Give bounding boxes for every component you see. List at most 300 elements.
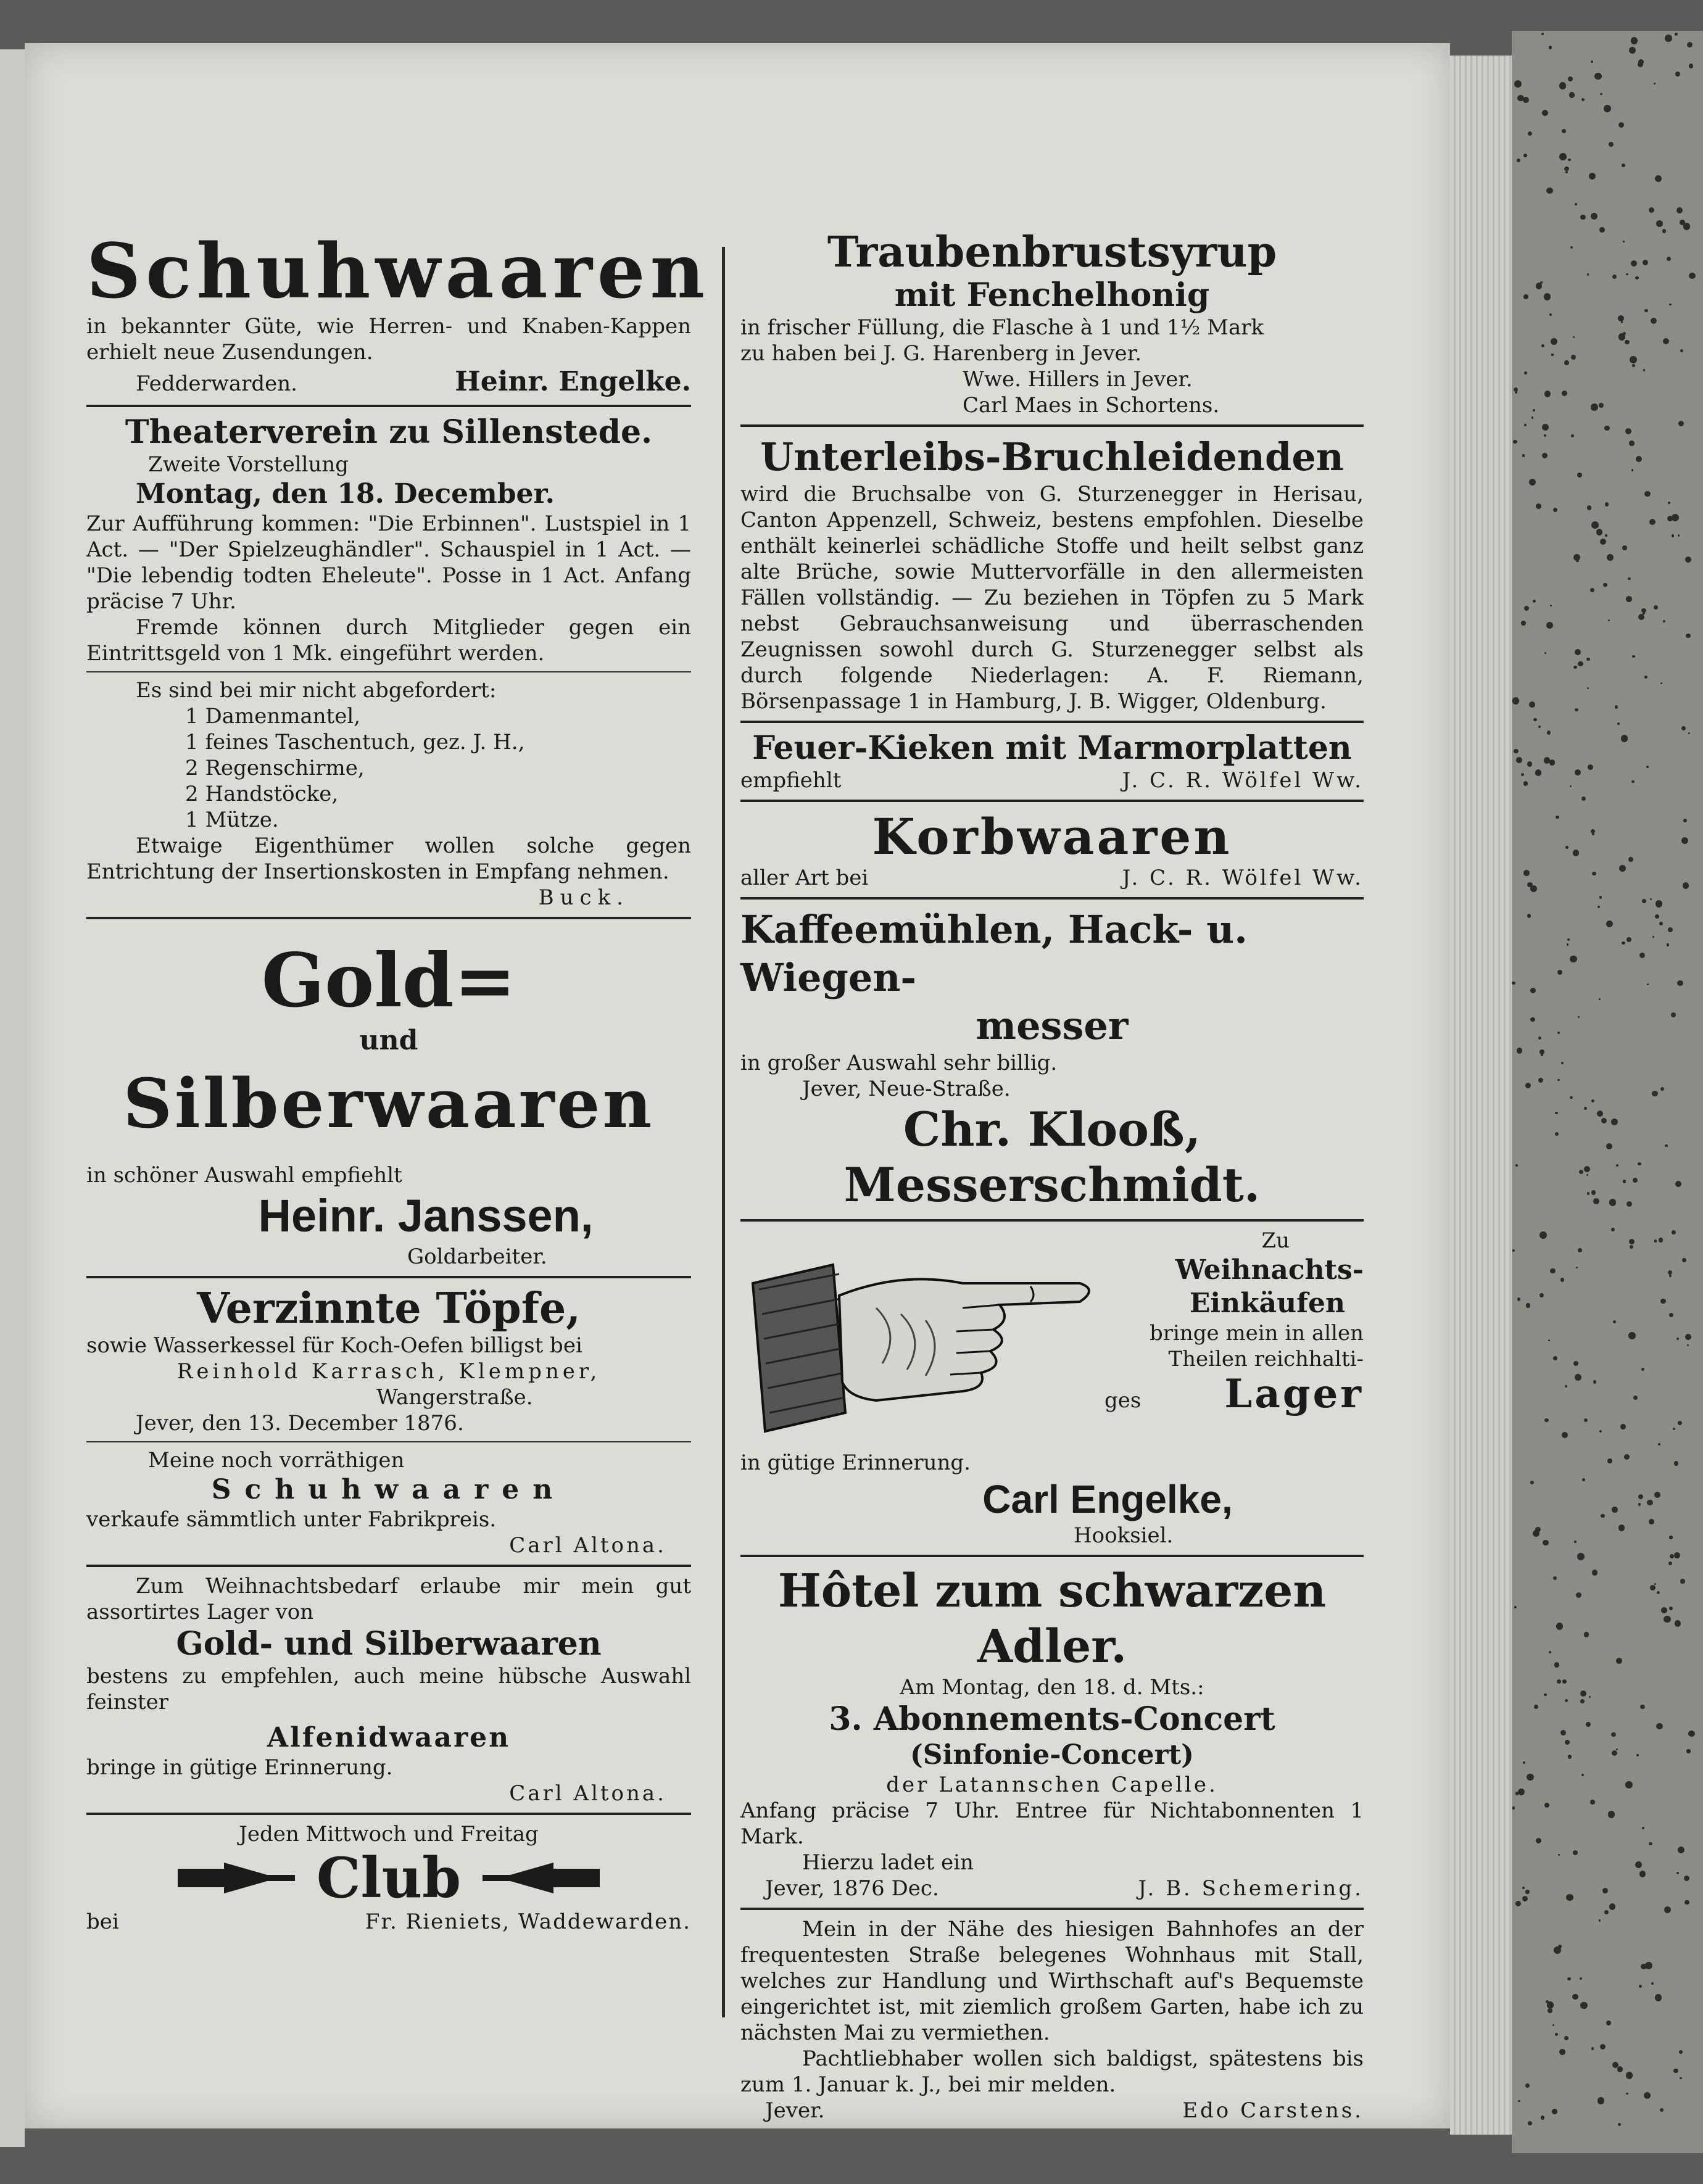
cover-speck: [1562, 129, 1566, 133]
cover-speck: [1578, 661, 1583, 667]
cover-speck: [1589, 1696, 1591, 1698]
ad-text-3: Wwe. Hillers in Jever.: [963, 367, 1193, 392]
cover-speck: [1529, 479, 1536, 486]
cover-speck: [1570, 785, 1572, 787]
ad-heading: Korbwaaren: [872, 808, 1232, 866]
cover-speck: [1517, 1297, 1521, 1301]
list-item: 1 Mütze.: [185, 808, 279, 832]
cover-speck: [1618, 1524, 1625, 1531]
cover-speck: [1592, 872, 1596, 876]
cover-speck: [1688, 732, 1690, 734]
cover-speck: [1680, 1579, 1684, 1583]
cover-speck: [1531, 416, 1534, 419]
cover-speck: [1591, 213, 1597, 220]
cover-speck: [1565, 171, 1568, 173]
cover-speck: [1579, 1170, 1583, 1174]
cover-speck: [1512, 697, 1520, 705]
cover-speck: [1644, 2092, 1651, 2099]
cover-speck: [1527, 761, 1533, 767]
ad-heading-gold: Gold=: [261, 937, 516, 1024]
cover-speck: [1639, 1871, 1646, 1877]
ad-invite: Hierzu ladet ein: [802, 1850, 974, 1875]
ad-heading-2: messer: [976, 1003, 1129, 1048]
cover-speck: [1536, 503, 1541, 509]
cover-speck: [1650, 898, 1652, 900]
cover-speck: [1665, 1144, 1668, 1148]
cover-speck: [1580, 1977, 1582, 1980]
cover-speck: [1619, 865, 1626, 872]
cover-speck: [1576, 1267, 1578, 1268]
cover-speck: [1628, 857, 1633, 862]
cover-speck: [1558, 1945, 1561, 1948]
cover-speck: [1568, 1755, 1572, 1759]
cover-speck: [1607, 1458, 1612, 1463]
cover-speck: [1685, 556, 1691, 563]
cover-speck: [1590, 1800, 1594, 1804]
ad-heading: Traubenbrustsyrup: [827, 228, 1277, 277]
cover-speck: [1674, 1461, 1678, 1465]
cover-speck: [1678, 534, 1680, 537]
cover-speck: [1557, 1032, 1560, 1034]
cover-speck: [1587, 273, 1589, 276]
cover-speck: [1655, 175, 1662, 182]
ad-text: in frischer Füllung, die Flasche à 1 und 1½ Mark: [740, 315, 1264, 340]
cover-speck: [1655, 1994, 1662, 2001]
ad-text: in großer Auswahl sehr billig.: [740, 1051, 1058, 1075]
ad-name: Fr. Rieniets, Waddewarden.: [365, 1909, 691, 1934]
ad-schuhwaaren: [86, 226, 710, 399]
cover-speck: [1647, 1500, 1653, 1506]
cover-speck: [1684, 1900, 1689, 1905]
cover-speck: [1660, 2108, 1664, 2112]
cover-speck: [1558, 1854, 1560, 1856]
ad-text: in schöner Auswahl empfiehlt: [86, 1163, 402, 1188]
cover-speck: [1542, 453, 1548, 458]
cover-speck: [1678, 1421, 1682, 1425]
cover-speck: [1675, 72, 1680, 77]
pointing-hand-icon: [740, 1228, 1098, 1450]
cover-speck: [1620, 1424, 1626, 1429]
cover-speck: [1643, 369, 1646, 371]
ad-right: J. C. R. Wölfel Ww.: [1122, 768, 1364, 793]
ad-text-2: Jever, Neue-Straße.: [802, 1077, 1011, 1101]
cover-speck: [1565, 1740, 1570, 1745]
ad-title: Goldarbeiter.: [407, 1244, 547, 1269]
cover-speck: [1659, 1238, 1663, 1242]
cover-speck: [1599, 1430, 1602, 1433]
cover-speck: [1608, 1811, 1615, 1818]
ad-korbwaaren: [740, 808, 1364, 891]
cover-speck: [1568, 77, 1573, 81]
cover-speck: [1514, 80, 1522, 88]
cover-speck: [1544, 434, 1546, 437]
cover-speck: [1617, 2066, 1623, 2072]
cover-speck: [1654, 1583, 1656, 1585]
cover-speck: [1661, 1607, 1667, 1613]
ad-heading: Kaffeemühlen, Hack- u. Wiegen-: [740, 907, 1248, 1000]
ad-heading: Club: [316, 1845, 462, 1911]
cover-speck: [1600, 2044, 1606, 2050]
cover-speck: [1565, 1385, 1567, 1388]
cover-speck: [1525, 2083, 1530, 2088]
ad-left: aller Art bei: [740, 866, 869, 890]
list-item: 1 feines Taschentuch, gez. J. H.,: [185, 730, 525, 755]
cover-speck: [1669, 1313, 1673, 1317]
ad-concert-2: (Sinfonie-Concert): [910, 1739, 1194, 1771]
cover-speck: [1512, 982, 1515, 985]
cover-speck: [1679, 2050, 1683, 2054]
cover-speck: [1521, 773, 1524, 776]
cover-speck: [1639, 1985, 1642, 1988]
cover-speck: [1688, 1731, 1694, 1737]
cover-speck: [1521, 621, 1525, 625]
cover-speck: [1565, 846, 1568, 849]
cover-speck: [1515, 1792, 1519, 1795]
cover-speck: [1669, 1536, 1672, 1539]
cover-speck: [1549, 46, 1552, 49]
cover-speck: [1570, 956, 1577, 963]
cover-speck: [1668, 1561, 1673, 1566]
ad-text: sowie Wasserkessel für Koch-Oefen billigst bei: [86, 1333, 582, 1358]
ad-lost-items: [86, 677, 691, 911]
cover-speck: [1562, 1432, 1568, 1438]
cover-speck: [1572, 1994, 1578, 2000]
cover-speck: [1523, 1761, 1525, 1764]
cover-speck: [1613, 1320, 1616, 1323]
cover-speck: [1573, 1361, 1578, 1366]
ad-text-3: Wangerstraße.: [376, 1385, 533, 1410]
cover-speck: [1576, 560, 1578, 562]
right-column: [740, 228, 1364, 2124]
cover-speck: [1530, 988, 1536, 994]
column-divider: [722, 247, 725, 2017]
cover-speck: [1582, 1478, 1585, 1481]
cover-speck: [1671, 1012, 1676, 1017]
cover-speck: [1649, 1842, 1652, 1845]
divider: [86, 405, 691, 407]
ad-altona-gold: [86, 1573, 691, 1806]
cover-speck: [1625, 340, 1630, 345]
cover-speck: [1580, 215, 1585, 220]
list-item: 1 Damenmantel,: [185, 704, 361, 729]
cover-speck: [1638, 1162, 1641, 1166]
cover-speck: [1652, 936, 1654, 938]
cover-speck: [1565, 1699, 1568, 1702]
cover-speck: [1593, 1198, 1599, 1204]
ad-name: Heinr. Janssen,: [258, 1190, 594, 1241]
cover-speck: [1573, 850, 1579, 856]
cover-speck: [1672, 1230, 1676, 1235]
cover-speck: [1641, 608, 1646, 613]
cover-speck: [1541, 1054, 1543, 1056]
ad-text-line6: ges: [1104, 1388, 1142, 1413]
cover-speck: [1517, 159, 1520, 162]
ad-text-weihnachts: Weihnachts-: [1175, 1254, 1364, 1286]
cover-speck: [1539, 1231, 1547, 1239]
cover-speck: [1629, 1239, 1635, 1245]
ad-text-3: bringe in gütige Erinnerung.: [86, 1755, 393, 1780]
cover-speck: [1561, 1062, 1564, 1065]
divider: [86, 1813, 691, 1815]
cover-speck: [1681, 726, 1686, 730]
cover-speck: [1581, 98, 1585, 101]
cover-speck: [1529, 701, 1535, 708]
cover-speck: [1514, 1606, 1517, 1608]
ad-text-einkaeufen: Einkäufen: [1189, 1288, 1345, 1319]
cover-speck: [1609, 1199, 1616, 1206]
cover-speck: [1629, 47, 1636, 54]
cover-speck: [1643, 260, 1648, 265]
cover-speck: [1580, 1690, 1586, 1697]
cover-speck: [1631, 469, 1633, 471]
cover-speck: [1571, 355, 1576, 360]
cover-speck: [1533, 600, 1536, 603]
cover-speck: [1660, 682, 1662, 684]
cover-speck: [1586, 1174, 1588, 1176]
cover-speck: [1548, 1339, 1550, 1341]
cover-speck: [1575, 708, 1578, 711]
cover-speck: [1626, 596, 1631, 602]
cover-speck: [1600, 93, 1602, 96]
cover-speck: [1664, 1906, 1671, 1913]
cover-speck: [1616, 1748, 1618, 1750]
cover-speck: [1638, 614, 1644, 620]
cover-speck: [1678, 1847, 1685, 1854]
cover-speck: [1618, 2123, 1621, 2126]
cover-speck: [1544, 391, 1551, 397]
cover-speck: [1636, 456, 1642, 462]
cover-speck: [1557, 1679, 1561, 1684]
cover-speck: [1567, 938, 1570, 941]
cover-speck: [1591, 521, 1599, 529]
cover-speck: [1544, 1418, 1549, 1423]
ad-heading: Unterleibs-Bruchleidenden: [760, 434, 1344, 479]
cover-speck: [1562, 1679, 1567, 1684]
cover-speck: [1553, 1576, 1557, 1580]
cover-speck: [1559, 153, 1567, 160]
cover-speck: [1673, 1428, 1675, 1430]
cover-speck: [1522, 1887, 1525, 1889]
cover-speck: [1591, 2047, 1594, 2050]
cover-speck: [1672, 534, 1674, 537]
cover-speck: [1555, 1112, 1557, 1114]
cover-speck: [1632, 364, 1635, 367]
cover-speck: [1551, 354, 1554, 356]
ad-right: Edo Carstens.: [1182, 2098, 1364, 2123]
cover-speck: [1557, 970, 1563, 975]
cover-speck: [1577, 473, 1582, 478]
divider: [86, 1276, 691, 1278]
cover-speck: [1626, 1201, 1633, 1207]
cover-speck: [1562, 391, 1567, 396]
cover-speck: [1676, 1872, 1679, 1874]
ad-right: J. C. R. Wölfel Ww.: [1122, 866, 1364, 890]
cover-speck: [1682, 1258, 1686, 1262]
cover-speck: [1609, 142, 1614, 147]
cover-speck: [1646, 766, 1649, 768]
cover-speck: [1584, 1107, 1587, 1110]
cover-speck: [1640, 1705, 1644, 1709]
cover-speck: [1685, 1334, 1691, 1340]
ad-left: empfiehlt: [740, 768, 842, 793]
cover-speck: [1559, 2049, 1565, 2055]
cover-speck: [1654, 1492, 1660, 1498]
ad-gold-silber: [86, 925, 691, 1270]
ad-intro: Meine noch vorräthigen: [148, 1448, 405, 1473]
cover-speck: [1677, 980, 1683, 987]
ad-place: Hooksiel.: [1074, 1523, 1174, 1548]
cover-speck: [1518, 2100, 1520, 2102]
cover-speck: [1528, 131, 1532, 136]
cover-speck: [1622, 545, 1627, 550]
cover-speck: [1522, 454, 1525, 457]
cover-speck: [1560, 1278, 1565, 1282]
cover-speck: [1612, 1507, 1617, 1512]
cover-speck: [1623, 241, 1625, 242]
ad-heading-2: Alfenidwaaren: [267, 1722, 511, 1753]
cover-speck: [1633, 1396, 1638, 1400]
cover-speck: [1573, 666, 1577, 669]
cover-speck: [1624, 1454, 1630, 1460]
ad-text: Anfang präcise 7 Uhr. Entree für Nichtabonnenten 1 Mark.: [740, 1798, 1364, 1849]
cover-speck: [1675, 33, 1678, 36]
ad-altona-schuhwaaren: [86, 1447, 691, 1558]
cover-speck: [1622, 941, 1625, 945]
cover-speck: [1625, 428, 1631, 434]
cover-speck: [1591, 60, 1593, 63]
cover-speck: [1590, 588, 1594, 592]
cover-speck: [1597, 906, 1600, 908]
ad-left: Jever.: [765, 2098, 825, 2123]
cover-speck: [1667, 257, 1671, 261]
cover-speck: [1606, 2021, 1611, 2025]
cover-speck: [1587, 505, 1591, 510]
cover-speck: [1680, 349, 1683, 352]
ad-text: in gütige Erinnerung.: [740, 1450, 971, 1475]
cover-speck: [1602, 1888, 1608, 1893]
cover-speck: [1552, 2024, 1554, 2026]
ad-left: Jever, 1876 Dec.: [765, 1876, 939, 1901]
ad-text: wird die Bruchsalbe von G. Sturzenegger in Herisau, Canton Appenzell, Schweiz, bestens empfohlen. Dieselbe enthält keinerlei schädliche Stoffe und heilt selbst ganz alte Brüche, sowie Muttervorfälle in den allermeisten Fällen vollständig. — Zu beziehen in Töpfen zu 5 Mark nebst Gebrauchsanweisung und überraschenden Zeugnissen sowohl durch G. Sturzenegger selbst als durch folgende Niederlagen: A. F. Riemann, Börsenpassage 1 in Hamburg, J. B. Wigger, Oldenburg.: [740, 482, 1364, 714]
cover-speck: [1604, 105, 1611, 112]
cover-speck: [1514, 749, 1519, 754]
ad-subheading: mit Fenchelhonig: [894, 276, 1210, 314]
ad-text: Zum Weihnachtsbedarf erlaube mir mein gut assortirtes Lager von: [86, 1574, 691, 1624]
ad-text-4: Carl Maes in Schortens.: [963, 393, 1220, 418]
cover-speck: [1533, 409, 1535, 412]
cover-speck: [1542, 110, 1548, 116]
list-item: 2 Handstöcke,: [185, 782, 339, 806]
cover-speck: [1609, 1903, 1615, 1909]
cover-speck: [1611, 1732, 1616, 1737]
cover-speck: [1628, 577, 1631, 581]
cover-speck: [1664, 1616, 1671, 1623]
cover-speck: [1525, 1083, 1531, 1088]
cover-speck: [1603, 583, 1607, 587]
cover-speck: [1524, 606, 1529, 611]
cover-speck: [1644, 676, 1647, 679]
cover-speck: [1541, 33, 1544, 35]
cover-speck: [1570, 246, 1573, 249]
divider: [740, 1908, 1364, 1910]
cover-speck: [1544, 293, 1551, 300]
cover-speck: [1626, 2093, 1628, 2095]
cover-speck: [1546, 622, 1553, 629]
cover-speck: [1538, 726, 1541, 728]
cover-speck: [1516, 757, 1522, 763]
cover-speck: [1607, 554, 1614, 561]
cover-speck: [1668, 1270, 1672, 1275]
divider: [740, 1555, 1364, 1557]
ad-heading: Gold- und Silberwaaren: [176, 1625, 602, 1663]
cover-speck: [1686, 1749, 1690, 1753]
cover-speck: [1570, 1096, 1572, 1099]
cover-speck: [1647, 983, 1649, 985]
cover-speck: [1574, 1541, 1577, 1543]
cover-speck: [1622, 163, 1625, 167]
ad-engelke: [740, 1228, 1364, 1549]
cover-speck: [1606, 920, 1613, 927]
cover-speck: [1638, 1494, 1643, 1499]
cover-speck: [1604, 426, 1610, 431]
cover-speck: [1517, 1048, 1522, 1053]
cover-speck: [1530, 1017, 1535, 1022]
cover-speck: [1527, 1774, 1534, 1781]
ad-place: Fedderwarden.: [136, 371, 297, 396]
cover-speck: [1544, 652, 1546, 654]
cover-speck: [1678, 421, 1684, 426]
divider: [740, 897, 1364, 900]
pointing-hand-right-icon: [175, 1859, 298, 1897]
cover-speck: [1669, 304, 1671, 305]
cover-speck: [1632, 655, 1635, 658]
cover-speck: [1630, 1245, 1633, 1249]
divider: [86, 1441, 691, 1442]
cover-speck: [1644, 491, 1651, 497]
cover-speck: [1660, 1087, 1664, 1091]
ad-date: Montag, den 18. December.: [136, 478, 555, 510]
cover-speck: [1523, 154, 1527, 157]
cover-speck: [1631, 780, 1634, 783]
ad-text: Etwaige Eigenthümer wollen solche gegen Entrichtung der Insertionskosten in Empfang nehmen.: [86, 833, 691, 884]
cover-speck: [1600, 539, 1606, 545]
cover-speck: [1656, 1723, 1663, 1730]
cover-speck: [1538, 1036, 1541, 1040]
cover-speck: [1514, 387, 1518, 392]
cover-speck: [1629, 441, 1635, 446]
ad-concert: 3. Abonnements-Concert: [829, 1700, 1275, 1738]
ad-right: J. B. Schemering.: [1138, 1876, 1364, 1901]
cover-speck: [1524, 424, 1527, 426]
cover-speck: [1663, 338, 1669, 344]
cover-speck: [1523, 294, 1528, 299]
cover-speck: [1578, 1248, 1582, 1252]
cover-speck: [1549, 313, 1552, 316]
ad-traubenbrustsyrup: [740, 228, 1364, 418]
cover-speck: [1605, 534, 1607, 537]
cover-speck: [1628, 1332, 1636, 1339]
cover-speck: [1571, 434, 1574, 437]
divider: [86, 671, 691, 672]
page-stack-edge: [1450, 56, 1512, 2135]
cover-speck: [1599, 998, 1601, 1000]
cover-speck: [1542, 424, 1549, 431]
cover-speck: [1654, 605, 1657, 609]
cover-speck: [1616, 1658, 1622, 1664]
cover-speck: [1611, 1119, 1618, 1125]
ad-heading-und: und: [359, 1025, 418, 1056]
cover-speck: [1591, 829, 1595, 833]
